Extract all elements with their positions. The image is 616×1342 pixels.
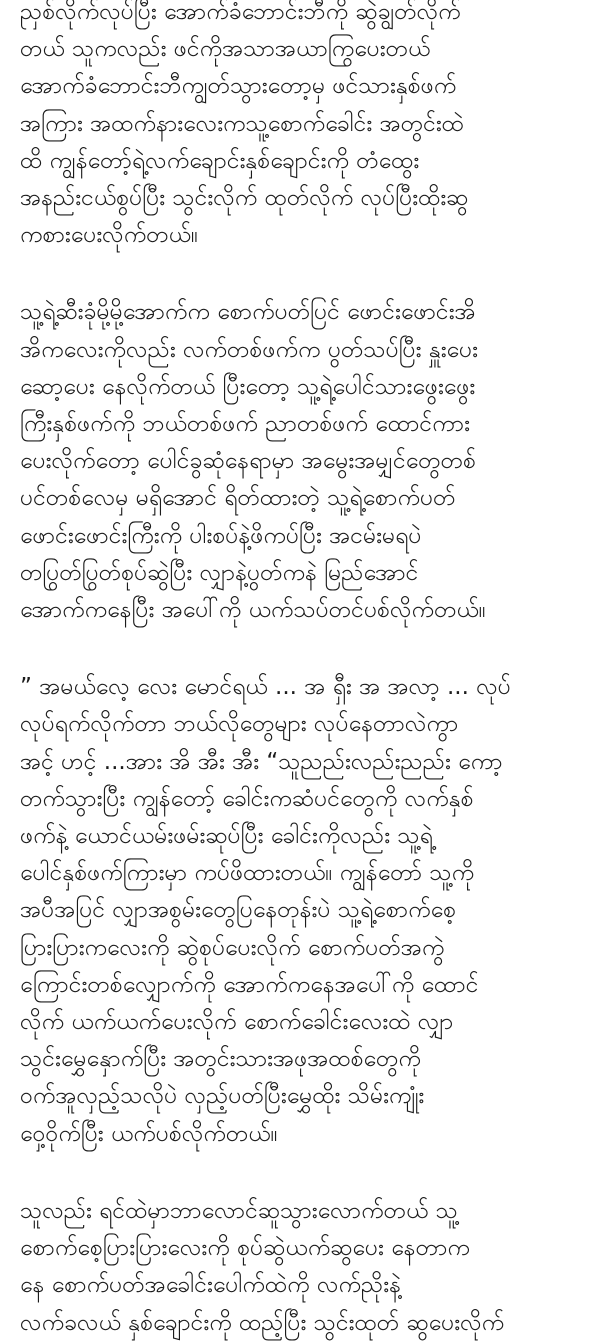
paragraph-2 — [20, 294, 596, 629]
text-line: ထိ ကျွန်တော့်ရဲ့လက်ချောင်းနှစ်ချောင်းကို တံထွေး — [20, 147, 420, 174]
text-line: တပြွတ်ပြွတ်စုပ်ဆွဲပြီး လျှာနဲ့ပွတ်ကနဲ မြည်အောင် — [20, 559, 419, 586]
text-line: အောက်ကနေပြီး အပေါ်ကို ယက်သပ်တင်ပစ်လိုက်တယ်။ — [20, 597, 486, 624]
text-line: ” အမယ်လေ့ လေး မောင်ရယ် ... အ ရှီး အ အလာ့ ... လုပ် — [20, 674, 511, 701]
text-line: ဖောင်းဖောင်းကြီးကို ပါးစပ်နဲ့ဖိကပ်ပြီး အငမ်းမရပဲ — [20, 522, 422, 549]
text-line: အနည်းငယ်စွပ်ပြီး သွင်းလိုက် ထုတ်လိုက် လုပ်ပြီးထိုးဆွ — [20, 185, 469, 212]
text-line: အင့် ဟင့် ...အား အိ အီး အီး “သူညည်းလည်းညည်း ကော့ — [20, 748, 503, 775]
text-line: ပြားပြားကလေးကို ဆွဲစုပ်ပေးလိုက် စောက်ပတ်အကွဲ — [20, 934, 445, 961]
text-line: အကြား အထက်နားလေးကသူ့စောက်ခေါင်း အတွင်းထဲ — [20, 110, 464, 137]
text-line: ညှစ်လိုက်လုပ်ပြီး အောက်ခံဘောင်းဘီကို ဆွဲချွတ်လိုက် — [20, 0, 461, 25]
text-line: လိုက် ယက်ယက်ပေးလိုက် စောက်ခေါင်းလေးထဲ လျှာ — [20, 1009, 454, 1036]
paragraph-3 — [20, 669, 596, 1153]
text-line: စောက်စေ့ပြားပြားလေးကို စုပ်ဆွဲယက်ဆွပေး နေတာက — [20, 1235, 470, 1262]
text-line: သူ့ရဲ့ဆီးခုံမို့မို့အောက်က စောက်ပတ်ပြင် ဖောင်းဖောင်းအိ — [20, 299, 476, 326]
text-line: ဝှေ့ဝိုက်ပြီး ယက်ပစ်လိုက်တယ်။ — [20, 1120, 278, 1147]
text-line: အောက်ခံဘောင်းဘီကျွတ်သွားတော့မှ ဖင်သားနှစ်ဖက် — [20, 73, 457, 100]
text-line: ပေါင်နှစ်ဖက်ကြားမှာ ကပ်ဖိထားတယ်။ ကျွန်တော် သူ့ကို — [20, 860, 475, 887]
text-line: အပီအပြင် လျှာအစွမ်းတွေပြနေတုန်းပဲ သူ့ရဲ့စောက်စေ့ — [20, 897, 457, 924]
text-line: သွင်းမွှေနှောက်ပြီး အတွင်းသားအဖုအထစ်တွေကို — [20, 1046, 421, 1073]
text-line: ကစားပေးလိုက်တယ်။ — [20, 222, 198, 249]
text-line: တယ် သူကလည်း ဖင်ကိုအသာအယာကြွပေးတယ် — [20, 36, 431, 63]
text-line: ကြောင်းတစ်လျှောက်ကို အောက်ကနေအပေါ်ကို ထောင် — [20, 971, 479, 998]
text-line: သူလည်း ရင်ထဲမှာဘာလောင်ဆူသွားလောက်တယ် သူ့ — [20, 1197, 458, 1224]
paragraph-1 — [20, 0, 596, 254]
text-line: တက်သွားပြီး ကျွန်တော့် ခေါင်းကဆံပင်တွေကို လက်နှစ် — [20, 785, 474, 812]
text-line: အိကလေးကိုလည်း လက်တစ်ဖက်က ပွတ်သပ်ပြီး နှူးပေး — [20, 336, 478, 363]
text-line: ဝက်အူလှည့်သလိုပဲ လှည့်ပတ်ပြီးမွှေထိုး သိမ်းကျုံး — [20, 1083, 425, 1110]
paragraph-4 — [20, 1193, 596, 1342]
text-line: ကြီးနှစ်ဖက်ကို ဘယ်တစ်ဖက် ညာတစ်ဖက် ထောင်ကား — [20, 411, 470, 438]
text-line: လက်ခလယ် နှစ်ချောင်းကို ထည့်ပြီး သွင်းထုတ် ဆွပေးလိုက် — [20, 1309, 505, 1336]
text-line: ဖက်နဲ့ ယောင်ယမ်းဖမ်းဆုပ်ပြီး ခေါင်းကိုလည်း သူ့ရဲ့ — [20, 823, 433, 850]
text-line: နေ စောက်ပတ်အခေါင်းပေါက်ထဲကို လက်ညိုးနဲ့ — [20, 1272, 402, 1299]
text-line: ပေးလိုက်တော့ ပေါင်ခွဆုံနေရာမှာ အမွေးအမျှင်တွေတစ် — [20, 448, 476, 475]
text-line: လုပ်ရက်လိုက်တာ ဘယ်လိုတွေများ လုပ်နေတာလဲကွာ — [20, 711, 459, 738]
text-line: ပင်တစ်လေမှ မရှိအောင် ရိတ်ထားတဲ့ သူ့ရဲ့စောက်ပတ် — [20, 485, 456, 512]
text-line: ဆော့ပေး နေလိုက်တယ် ပြီးတော့ သူ့ရဲ့ပေါင်သားဖွေးဖွေး — [20, 373, 476, 400]
